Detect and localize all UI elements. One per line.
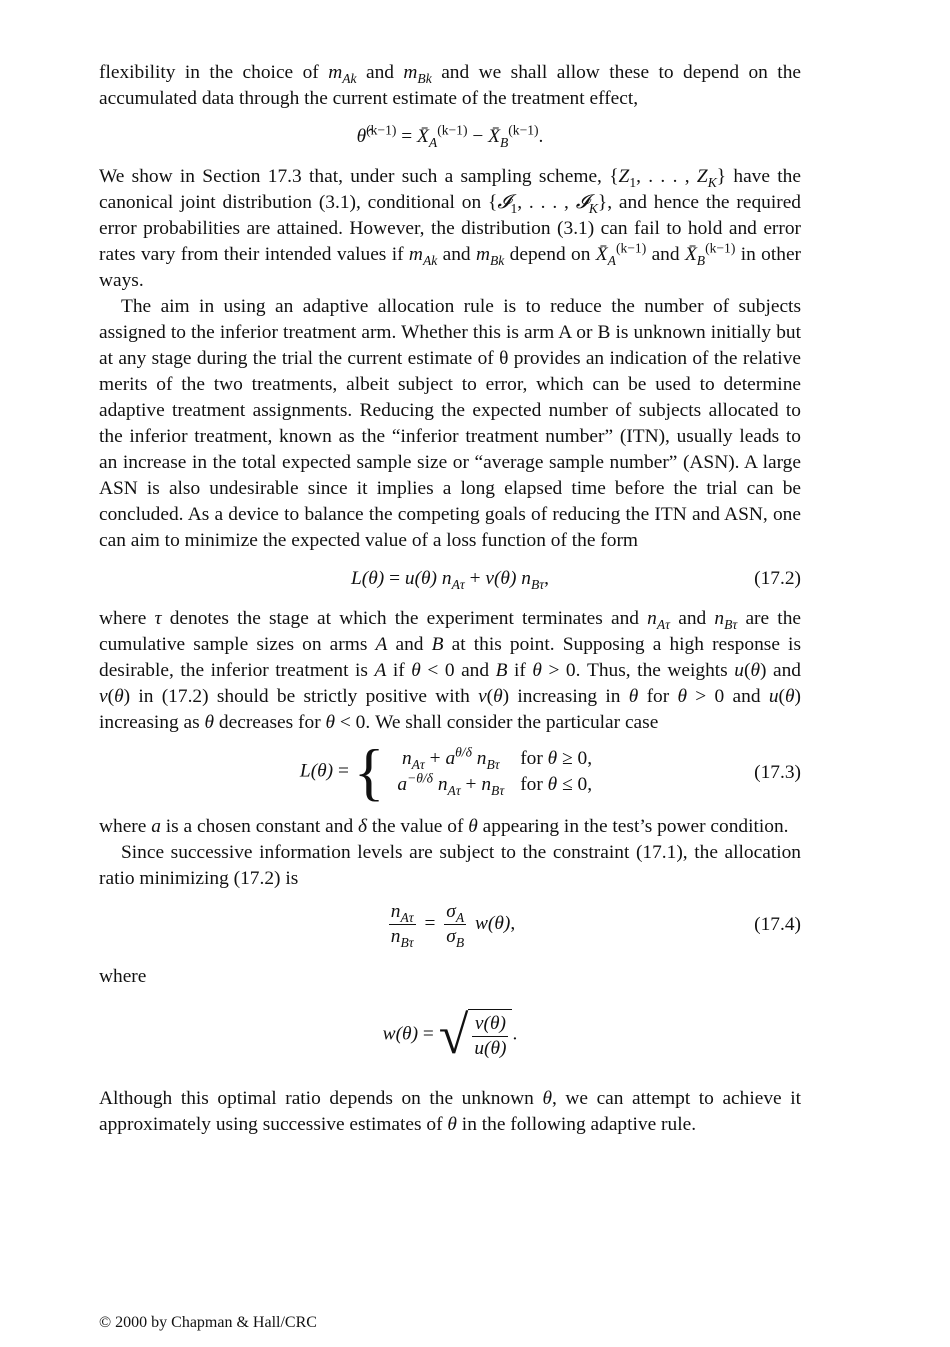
paragraph-4: where τ denotes the stage at which the experiment terminates and $n_{A\tau}$ and $n_{B\tau}$ are the cumulative sample sizes on arms A and B at this point. Supposing a high response is desirable, the inferior treatment is A if θ < 0 and B if θ > 0. Thus, the weights u(θ) and v(θ) in (17.2) should be strictly positive with v(θ) increasing in θ for θ > 0 and u(θ) increasing as θ decreases for θ < 0. We shall consider the particular case	[99, 608, 801, 733]
equation-number-17-4: (17.4)	[754, 914, 801, 935]
paragraph-5: where a is a chosen constant and δ the value of θ appearing in the test’s power condition.	[99, 816, 789, 837]
equation-17-4: $\frac{n_{A\tau}}{n_{B\tau}}$ = $\frac{\sigma_A}{\sigma_B}$ w(θ), (17.4)	[390, 901, 801, 950]
equation-w: w(θ) = √ $\frac{v(\theta)}{u(\theta)}$ .	[382, 1005, 518, 1065]
equation-theta-hat: θ̂$^{(k-1)}$ = $X̄_A^{(k-1)}$ − $X̄_B^{(k-1)}$.	[356, 122, 544, 150]
equation-17-2: L(θ) = u(θ) $n_{A\tau} + v(\theta)$ $n_{B\tau}$, (17.2)	[351, 568, 801, 592]
paragraph-3: The aim in using an adaptive allocation rule is to reduce the number of subjects assigned to the inferior treatment arm. Whether this is arm A or B is unknown initially but at any stage during the trial the current estimate of θ provides an indication of the relative merits of the two treatments, albeit subject to error, which can be used to determine adaptive treatment assignments. Reducing the expected number of subjects allocated to the inferior treatment, known as the “inferior treatment number” (ITN), usually leads to an increase in the total expected sample size or “average sample number” (ASN). A large ASN is also undesirable since it implies a long elapsed time before the trial can be concluded. As a device to balance the competing goals of reducing the ITN and ASN, one can aim to minimize the expected value of a loss function of the form	[99, 296, 801, 551]
paragraph-8: Although this optimal ratio depends on the unknown θ, we can attempt to achieve it approximately using successive estimates of θ in the following adaptive rule.	[99, 1088, 801, 1135]
equation-17-3: L(θ) = { $n_{A\tau} + a^{\theta/\delta}$ $n_{B\tau}$ for θ ≥ 0, $a^{-\theta/\delta}$ $n_{A\tau} + n_{B\tau}$ for θ ≤ 0, (17.3)	[299, 736, 801, 807]
equation-number-17-3: (17.3)	[754, 762, 801, 783]
paragraph-7: where	[99, 966, 147, 987]
equation-number-17-2: (17.2)	[754, 568, 801, 589]
paragraph-1: flexibility in the choice of $m_{Ak}$ and $m_{Bk}$ and we shall allow these to depend on the accumulated data through the current estimate of the treatment effect,	[99, 62, 801, 109]
page-body	[99, 60, 801, 1138]
paragraph-2: We show in Section 17.3 that, under such a sampling scheme, {$Z_1$, . . . , $Z_K$} have the canonical joint distribution (3.1), conditional on {𝓘$_1$, . . . , 𝓘$_K$}, and hence the required error probabilities are attained. However, the distribution (3.1) can fail to hold and error rates vary from their intended values if $m_{Ak}$ and $m_{Bk}$ depend on $X̄_A^{(k-1)}$ and $X̄_B^{(k-1)}$ in other ways.	[99, 166, 802, 291]
copyright-footer: © 2000 by Chapman & Hall/CRC	[99, 1314, 317, 1331]
paragraph-6: Since successive information levels are subject to the constraint (17.1), the allocation ratio minimizing (17.2) is	[99, 842, 801, 889]
